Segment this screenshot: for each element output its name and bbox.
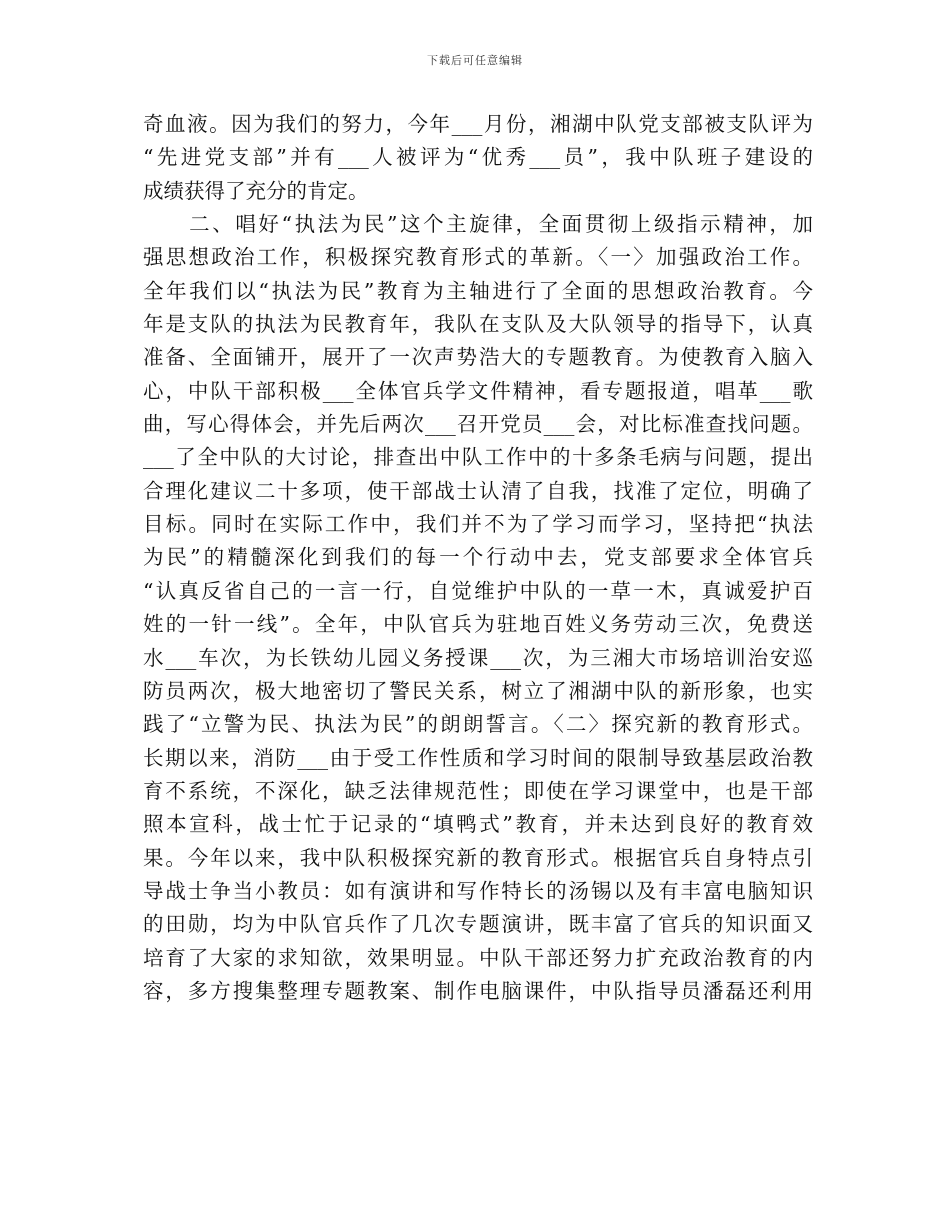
text-line: 二、唱好“执法为民”这个主旋律，全面贯彻上级指示精神，加 (143, 212, 813, 237)
text-line: 践了“立警为民、执法为民”的朗朗誓言。〈二〉探究新的教育形式。 (143, 712, 813, 737)
text-line: 强思想政治工作，积极探究教育形式的革新。〈一〉加强政治工作。 (143, 245, 813, 270)
text-line: 年是支队的执法为民教育年，我队在支队及大队领导的指导下，认真 (143, 312, 813, 337)
text-line: 准备、全面铺开，展开了一次声势浩大的专题教育。为使教育入脑入 (143, 345, 813, 370)
text-line: 长期以来，消防___由于受工作性质和学习时间的限制导致基层政治教 (143, 745, 813, 770)
text-line: 照本宣科，战士忙于记录的“填鸭式”教育，并未达到良好的教育效 (143, 812, 813, 837)
document-body (143, 108, 813, 1008)
text-line: 导战士争当小教员：如有演讲和写作特长的汤锡以及有丰富电脑知识 (143, 878, 813, 903)
text-line: “认真反省自己的一言一行，自觉维护中队的一草一木，真诚爱护百 (143, 578, 813, 603)
text-line: 容，多方搜集整理专题教案、制作电脑课件，中队指导员潘磊还利用 (143, 978, 813, 1003)
text-line: 奇血液。因为我们的努力，今年___月份，湘湖中队党支部被支队评为 (143, 112, 813, 136)
text-line: 目标。同时在实际工作中，我们并不为了学习而学习，坚持把“执法 (143, 512, 813, 537)
text-line: 曲，写心得体会，并先后两次___召开党员___会，对比标准查找问题。 (143, 412, 813, 437)
text-line: 的田勋，均为中队官兵作了几次专题演讲，既丰富了官兵的知识面又 (143, 912, 813, 937)
text-line: “先进党支部”并有___人被评为“优秀___员”，我中队班子建设的 (143, 145, 813, 170)
page-header: 下载后可任意编辑 (427, 54, 523, 67)
text-line: 全年我们以“执法为民”教育为主轴进行了全面的思想政治教育。今 (143, 278, 813, 303)
text-line: 合理化建议二十多项，使干部战士认清了自我，找准了定位，明确了 (143, 478, 813, 503)
text-line: 育不系统，不深化，缺乏法律规范性；即使在学习课堂中，也是干部 (143, 778, 813, 803)
text-line: 培育了大家的求知欲，效果明显。中队干部还努力扩充政治教育的内 (143, 945, 813, 970)
text-line: 为民”的精髓深化到我们的每一个行动中去，党支部要求全体官兵 (143, 545, 813, 570)
text-line: 姓的一针一线”。全年，中队官兵为驻地百姓义务劳动三次，免费送 (143, 612, 813, 637)
text-line: ___了全中队的大讨论，排查出中队工作中的十多条毛病与问题，提出 (143, 445, 813, 470)
text-line: 防员两次，极大地密切了警民关系，树立了湘湖中队的新形象，也实 (143, 678, 813, 703)
text-line: 成绩获得了充分的肯定。 (143, 178, 369, 203)
text-line: 果。今年以来，我中队积极探究新的教育形式。根据官兵自身特点引 (143, 845, 813, 870)
text-line: 水___车次，为长铁幼儿园义务授课___次，为三湘大市场培训治安巡 (143, 645, 813, 670)
text-line: 心，中队干部积极___全体官兵学文件精神，看专题报道，唱革___歌 (143, 378, 813, 403)
